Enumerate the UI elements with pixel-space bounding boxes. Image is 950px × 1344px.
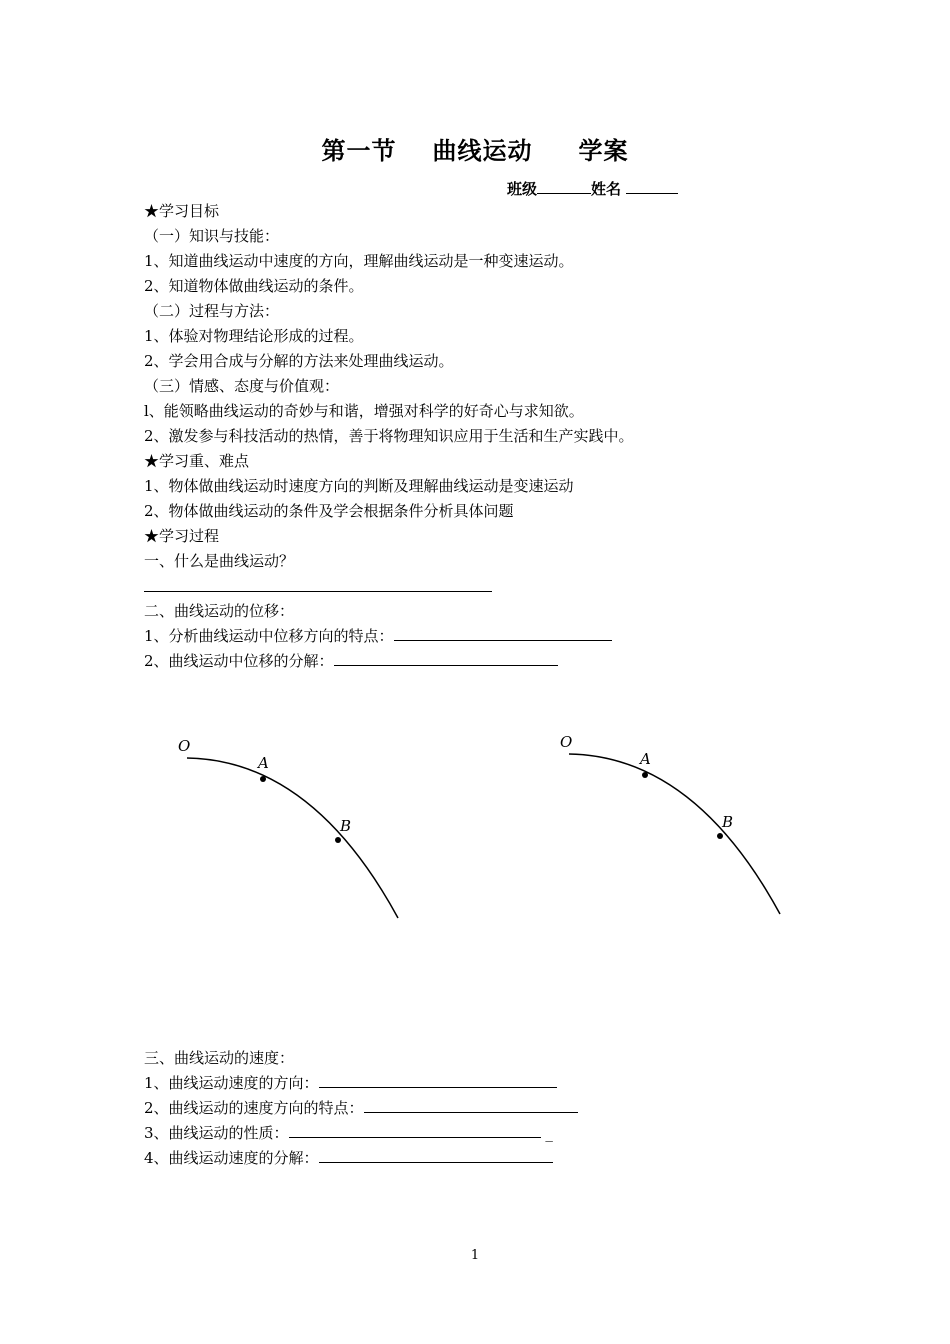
question-velocity-decomposition: 4、曲线运动速度的分解： xyxy=(144,1148,553,1168)
heading-key-points: ★学习重、难点 xyxy=(144,452,250,470)
list-item: 2、学会用合成与分解的方法来处理曲线运动。 xyxy=(144,352,454,370)
question-velocity-direction: 1、曲线运动速度的方向： xyxy=(144,1073,557,1093)
list-item: 2、激发参与科技活动的热情，善于将物理知识应用于生活和生产实践中。 xyxy=(144,427,634,445)
list-item: 1、物体做曲线运动时速度方向的判断及理解曲线运动是变速运动 xyxy=(144,477,574,495)
class-label: 班级 xyxy=(507,180,538,198)
list-item: 1、体验对物理结论形成的过程。 xyxy=(144,327,364,345)
question-velocity-feature: 2、曲线运动的速度方向的特点： xyxy=(144,1098,578,1118)
section-velocity: 三、曲线运动的速度： xyxy=(144,1049,295,1067)
list-item: 1、知道曲线运动中速度的方向，理解曲线运动是一种变速运动。 xyxy=(144,252,574,270)
answer-blank[interactable] xyxy=(319,1148,553,1163)
label-a: A xyxy=(258,754,269,772)
subheading-process: （二）过程与方法： xyxy=(144,302,280,320)
curve-path xyxy=(187,758,398,918)
title-topic: 曲线运动 xyxy=(432,137,533,165)
title-section: 第一节 xyxy=(321,137,397,165)
left-curve-diagram xyxy=(178,737,398,918)
label-a: A xyxy=(640,750,651,768)
list-item: 2、知道物体做曲线运动的条件。 xyxy=(144,277,364,295)
point-a xyxy=(260,776,266,782)
curve-path xyxy=(569,754,780,914)
heading-objectives: ★学习目标 xyxy=(144,202,220,220)
question-what-is-curve-motion: 一、什么是曲线运动？ xyxy=(144,552,295,570)
point-b xyxy=(717,833,723,839)
section-displacement: 二、曲线运动的位移： xyxy=(144,602,295,620)
point-b xyxy=(335,837,341,843)
question-motion-nature: 3、曲线运动的性质： _ xyxy=(144,1124,553,1142)
label-b: B xyxy=(340,817,352,835)
label-o: O xyxy=(560,733,573,751)
question-displacement-direction: 1、分析曲线运动中位移方向的特点： xyxy=(144,626,612,646)
subheading-values: （三）情感、态度与价值观： xyxy=(144,377,340,395)
answer-blank[interactable] xyxy=(319,1073,557,1088)
list-item: 2、物体做曲线运动的条件及学会根据条件分析具体问题 xyxy=(144,502,514,520)
question-displacement-decomposition: 2、曲线运动中位移的分解： xyxy=(144,651,558,671)
title-kind: 学案 xyxy=(578,137,629,165)
page-number: 1 xyxy=(470,1248,480,1263)
right-curve-diagram xyxy=(560,733,780,914)
name-label: 姓名 xyxy=(591,180,622,198)
label-o: O xyxy=(178,737,191,755)
subheading-knowledge: （一）知识与技能： xyxy=(144,227,280,245)
point-a xyxy=(642,772,648,778)
list-item: l、能领略曲线运动的奇妙与和谐，增强对科学的好奇心与求知欲。 xyxy=(144,402,584,420)
answer-blank[interactable] xyxy=(364,1098,578,1113)
answer-blank[interactable] xyxy=(289,1123,541,1138)
label-b: B xyxy=(722,813,734,831)
heading-process: ★学习过程 xyxy=(144,527,220,545)
